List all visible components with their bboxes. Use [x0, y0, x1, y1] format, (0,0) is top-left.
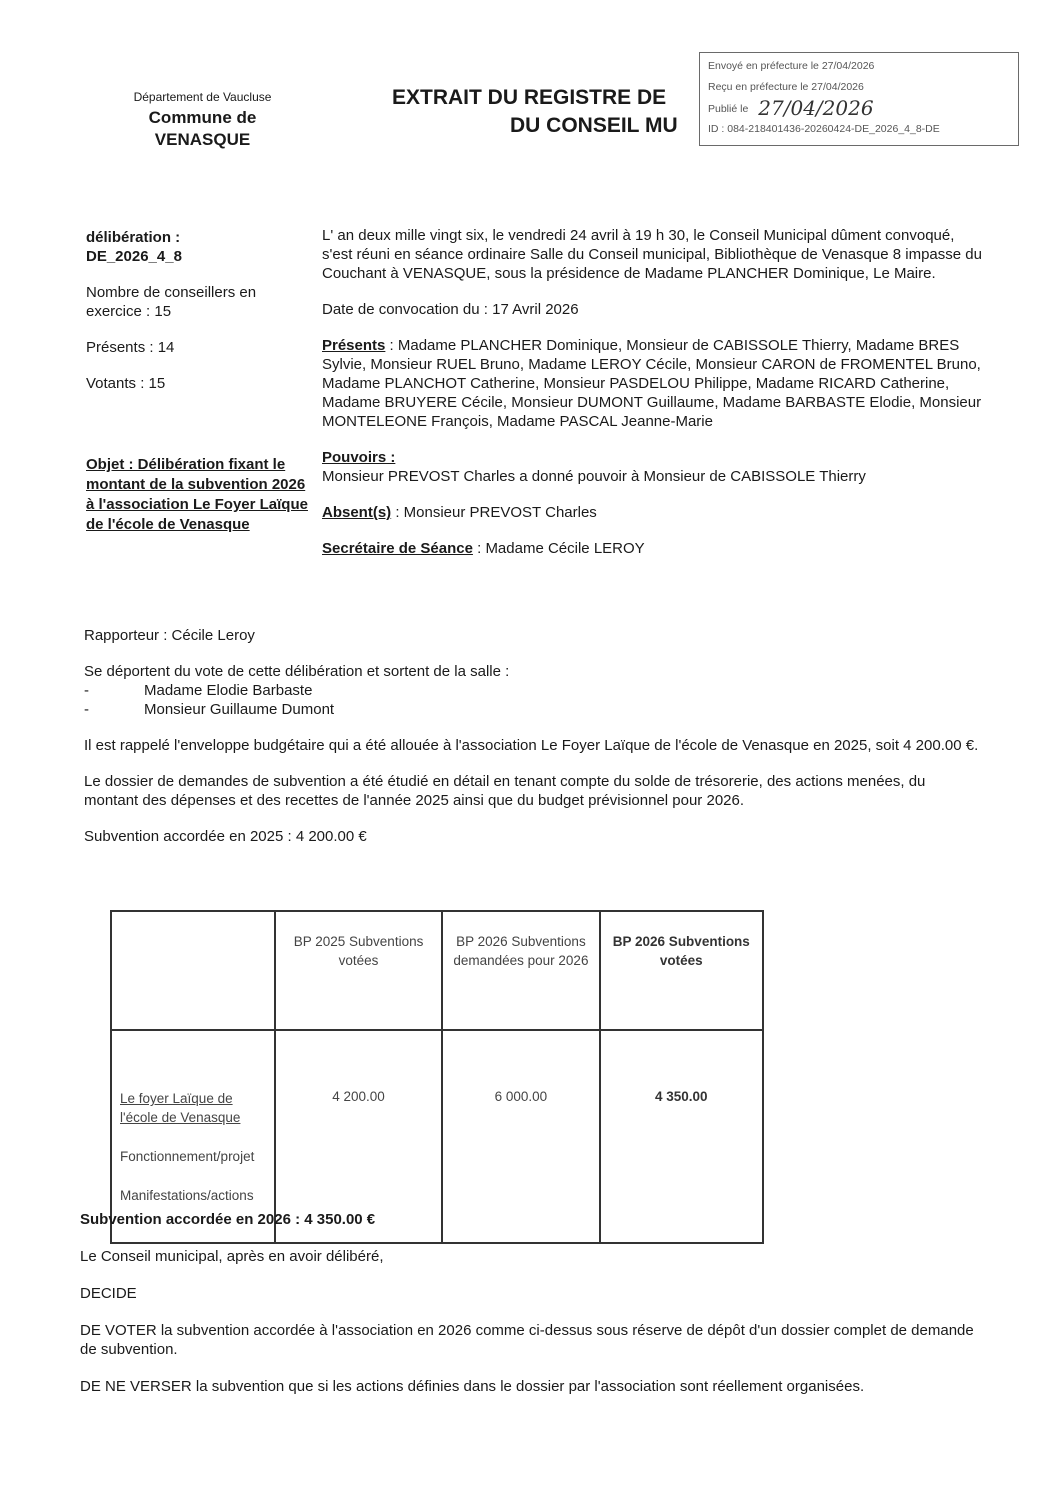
table-cell: 4 200.00 — [275, 1030, 442, 1243]
objet: Objet : Délibération fixant le montant de la subvention 2026 à l'association Le Foyer Laïque de l'école de Venasque — [86, 456, 308, 533]
presents-paragraph — [322, 336, 982, 431]
right-column — [322, 226, 982, 575]
row-line-fonctionnement: Fonctionnement/projet — [120, 1149, 255, 1164]
conseillers-count: Nombre de conseillers en exercice : 15 — [86, 284, 257, 320]
secretaire-text: : Madame Cécile LEROY — [472, 540, 645, 557]
document-title-line-1: EXTRAIT DU REGISTRE DE — [392, 86, 667, 109]
deliberation-id: DE_2026_4_8 — [86, 248, 182, 265]
department-label: Département de Vaucluse — [133, 90, 272, 104]
commune-line-2: VENASQUE — [154, 130, 251, 149]
absents-text: : Monsieur PREVOST Charles — [391, 504, 597, 521]
deliberation-label: délibération : — [86, 229, 181, 246]
deportent-intro: Se déportent du vote de cette délibération et sortent de la salle : — [84, 663, 510, 680]
votants-count: Votants : 15 — [86, 375, 166, 392]
presents-count: Présents : 14 — [86, 339, 175, 356]
conseil-deliberation: Le Conseil municipal, après en avoir délibéré, — [80, 1248, 384, 1265]
stamp-sent: Envoyé en préfecture le 27/04/2026 — [708, 60, 875, 72]
absents-label: Absent(s) — [322, 504, 392, 521]
row-line-manifestations: Manifestations/actions — [120, 1188, 254, 1203]
stamp-id: ID : 084-218401436-20260424-DE_2026_4_8-DE — [708, 123, 940, 135]
table-header-cell: BP 2026 Subventions demandées pour 2026 — [442, 911, 599, 1030]
table-header-cell: BP 2025 Subventions votées — [275, 911, 442, 1030]
dash-marker: - — [84, 682, 89, 699]
rapporteur: Rapporteur : Cécile Leroy — [84, 627, 255, 644]
subvention-2025: Subvention accordée en 2025 : 4 200.00 € — [84, 828, 367, 845]
commune-line-1: Commune de — [148, 108, 257, 127]
presents-label: Présents — [322, 337, 386, 354]
decide-heading: DECIDE — [80, 1285, 137, 1302]
left-column — [86, 228, 311, 410]
deporte-item-2 — [84, 700, 979, 719]
secretaire-label: Secrétaire de Séance — [322, 540, 473, 557]
pouvoirs-label: Pouvoirs : — [322, 449, 396, 466]
deporte-name-2: Monsieur Guillaume Dumont — [144, 701, 335, 718]
commune-name — [110, 107, 295, 151]
dossier-paragraph: Le dossier de demandes de subvention a été étudié en détail en tenant compte du solde de trésorerie, des actions menées, du montant des dépenses et des recettes de l'année 2025 ainsi que du budget prévisionnel pour 2026. — [84, 773, 926, 809]
rappel-paragraph: Il est rappelé l'enveloppe budgétaire qui a été allouée à l'association Le Foyer Laïque de l'école de Venasque en 2025, soit 4 200.00 €. — [84, 737, 979, 754]
body-section — [84, 626, 979, 863]
intro-paragraph: L' an deux mille vingt six, le vendredi 24 avril à 19 h 30, le Conseil Municipal dûment convoqué, s'est réuni en séance ordinaire Salle du Conseil municipal, Bibliothèque de Venasque 8 impasse du Couchant à VENASQUE, sous la présidence de Madame PLANCHER Dominique, Le Maire. — [322, 227, 982, 282]
budget-table — [110, 910, 764, 1244]
absents-paragraph — [322, 503, 982, 522]
document-title-line-2: DU CONSEIL MU — [510, 114, 678, 137]
deporte-item-1 — [84, 681, 979, 700]
deporte-name-1: Madame Elodie Barbaste — [144, 682, 313, 699]
table-header-cell: BP 2026 Subventions votées — [600, 911, 763, 1030]
subvention-2026: Subvention accordée en 2026 : 4 350.00 € — [80, 1211, 376, 1228]
stamp-published-label: Publié le — [708, 103, 749, 115]
stamp-received: Reçu en préfecture le 27/04/2026 — [708, 81, 864, 93]
convocation-date: Date de convocation du : 17 Avril 2026 — [322, 301, 579, 318]
stamp-published-date: 27/04/2026 — [758, 96, 874, 120]
dash-marker: - — [84, 701, 89, 718]
verser-paragraph: DE NE VERSER la subvention que si les actions définies dans le dossier par l'association sont réellement organisées. — [80, 1378, 865, 1395]
association-name: Le foyer Laïque de l'école de Venasque — [120, 1091, 241, 1125]
pouvoirs-text: Monsieur PREVOST Charles a donné pouvoir à Monsieur de CABISSOLE Thierry — [322, 468, 866, 485]
decision-section — [80, 1210, 980, 1414]
secretaire-paragraph — [322, 539, 982, 558]
prefecture-stamp — [699, 52, 1019, 146]
table-cell: 6 000.00 — [442, 1030, 599, 1243]
table-header-row — [111, 911, 763, 1030]
table-cell: 4 350.00 — [600, 1030, 763, 1243]
stamp-published — [708, 96, 1010, 122]
voter-paragraph: DE VOTER la subvention accordée à l'association en 2026 comme ci-dessus sous réserve de dépôt d'un dossier complet de demande de subvention. — [80, 1322, 974, 1358]
presents-list: : Madame PLANCHER Dominique, Monsieur de CABISSOLE Thierry, Madame BRES Sylvie, Monsieur RUEL Bruno, Madame LEROY Cécile, Monsieur CARON de FROMENTEL Bruno, Madame PLANCHOT Catherine, Monsieur PASDELOU Philippe, Madame RICARD Catherine, Madame BRUYERE Cécile, Monsieur DUMONT Guillaume, Madame BARBASTE Elodie, Monsieur MONTELEONE François, Madame PASCAL Jeanne-Marie — [322, 337, 982, 430]
table-header-cell — [111, 911, 275, 1030]
pouvoirs-paragraph — [322, 448, 982, 486]
deliberation-block — [86, 228, 311, 266]
